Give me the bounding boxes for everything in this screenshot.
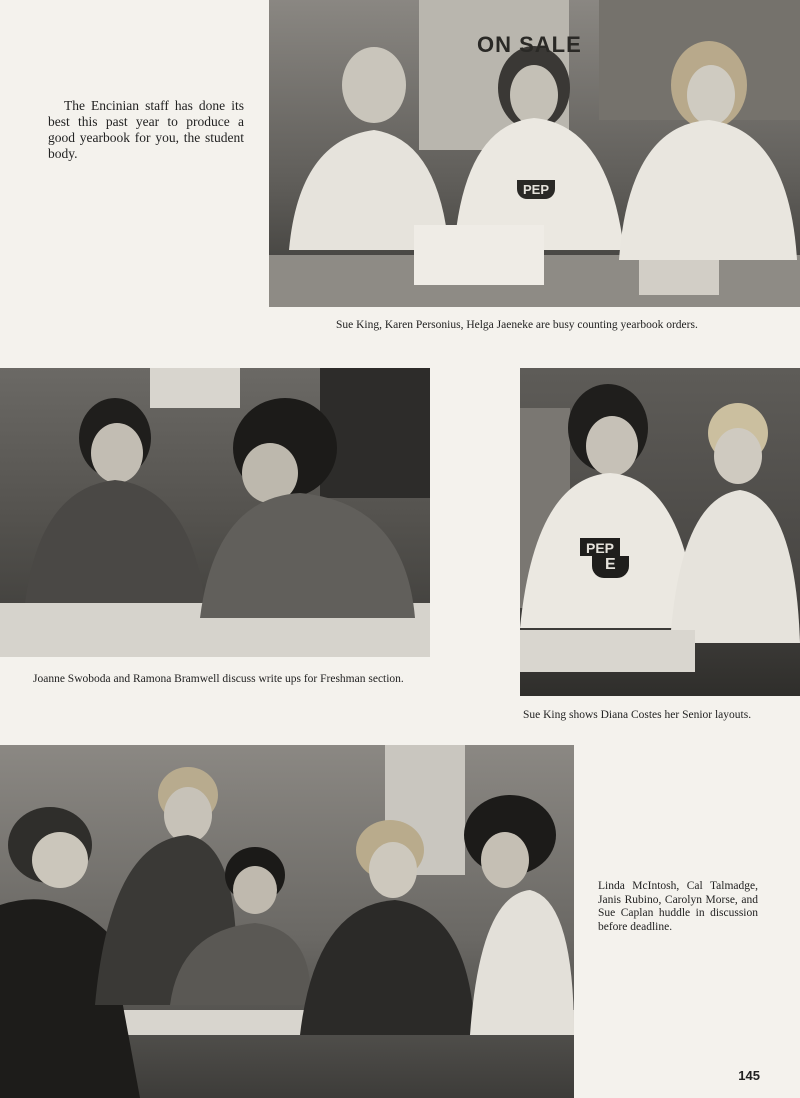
- intro-paragraph: The Encinian staff has done its best this past year to produce a good yearbook for you, the student body.: [48, 98, 244, 161]
- sign-text: ON SALE: [477, 32, 582, 57]
- caption-counting-orders: Sue King, Karen Personius, Helga Jaeneke are busy counting yearbook orders.: [336, 319, 698, 331]
- photo-senior-layouts: [520, 368, 800, 696]
- photo-freshman-section: [0, 368, 430, 657]
- page-number: 145: [738, 1068, 760, 1083]
- caption-freshman-section: Joanne Swoboda and Ramona Bramwell discuss write ups for Freshman section.: [33, 673, 404, 685]
- photo-deadline-huddle: [0, 745, 574, 1098]
- caption-deadline-huddle: Linda McIntosh, Cal Talmadge, Janis Rubino, Carolyn Morse, and Sue Caplan huddle in discussion before deadline.: [598, 880, 758, 933]
- pep-emblem-top: PEP: [580, 538, 620, 556]
- pep-emblem-bottom: E: [592, 556, 629, 578]
- photo-counting-orders: [269, 0, 800, 307]
- caption-senior-layouts: Sue King shows Diana Costes her Senior layouts.: [523, 709, 752, 721]
- pep-emblem: PEP: [517, 180, 555, 199]
